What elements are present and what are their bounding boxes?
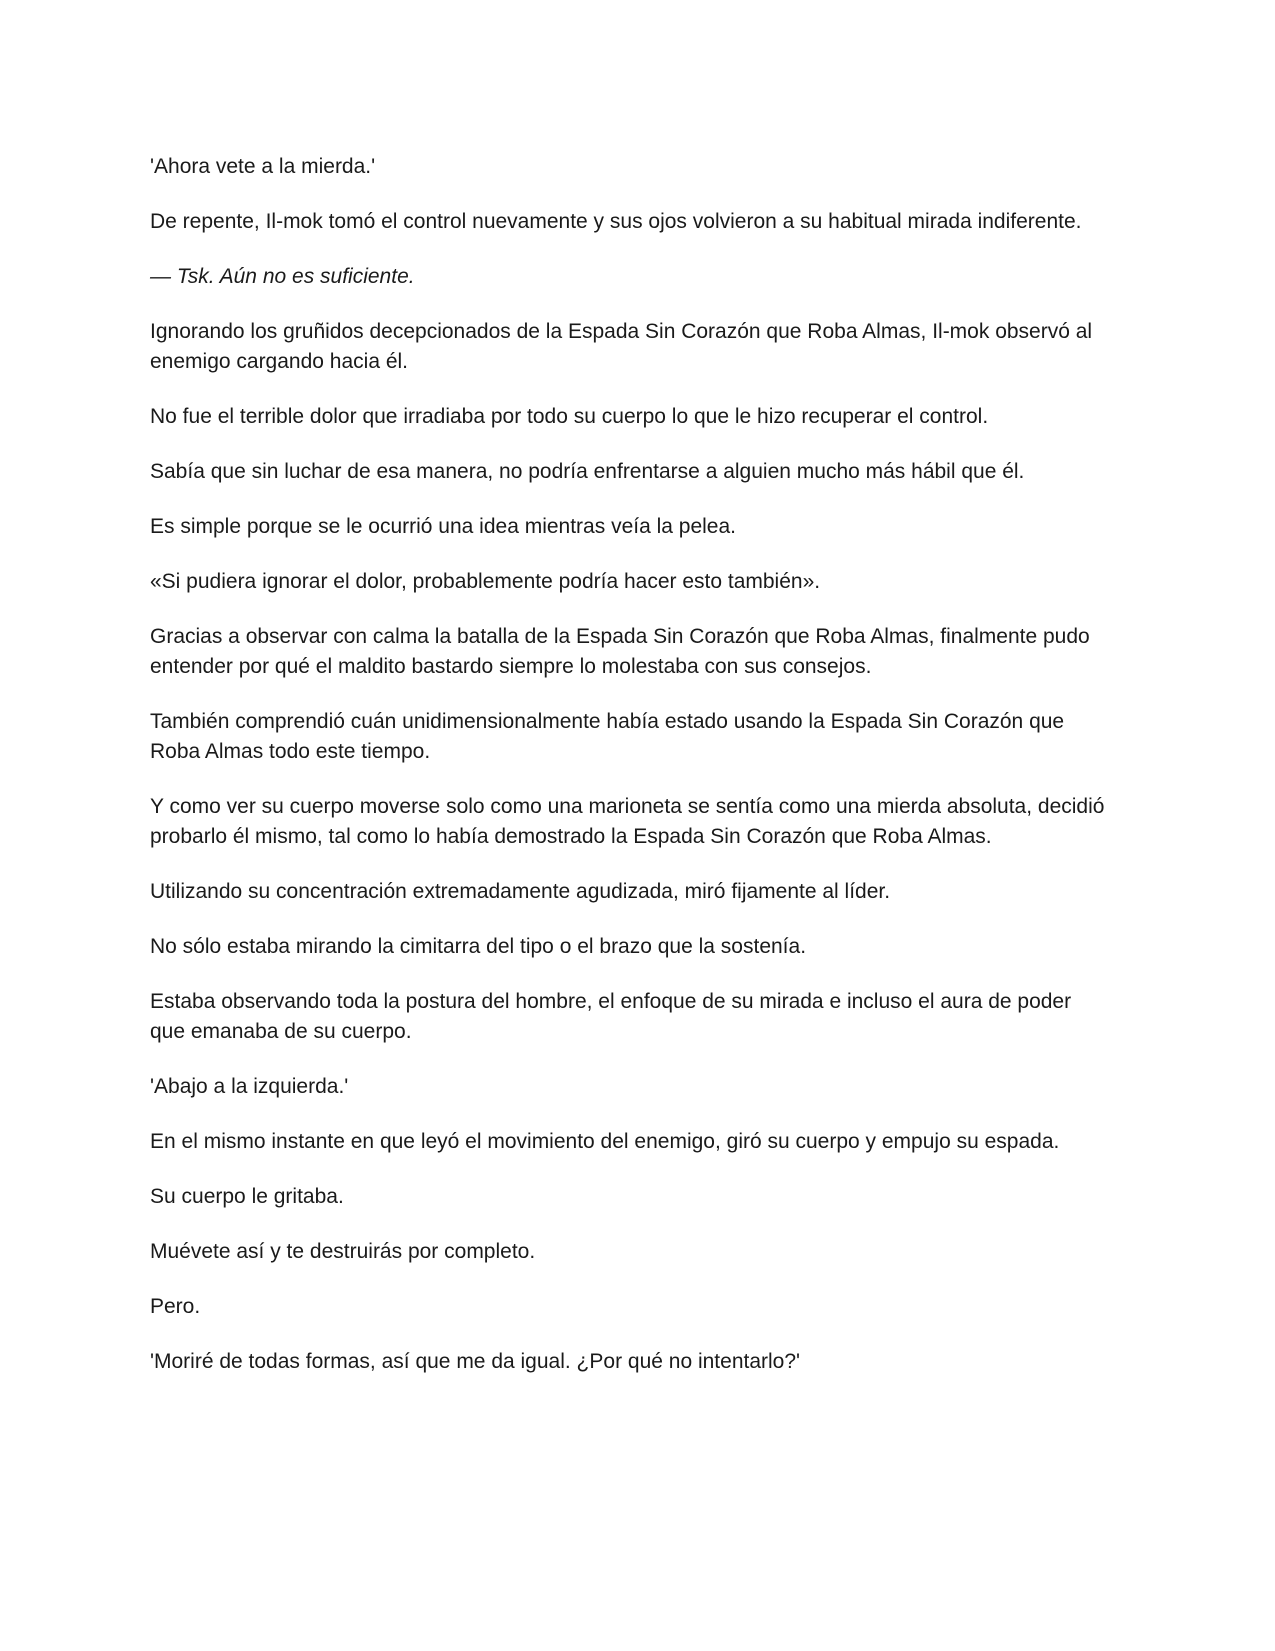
paragraph: 'Moriré de todas formas, así que me da igual. ¿Por qué no intentarlo?' <box>150 1350 801 1373</box>
paragraph: 'Abajo a la izquierda.' <box>150 1075 349 1098</box>
paragraph: «Si pudiera ignorar el dolor, probablemente podría hacer esto también». <box>150 570 821 593</box>
document-body <box>150 152 1110 1402</box>
paragraph: Estaba observando toda la postura del hombre, el enfoque de su mirada e incluso el aura de poder que emanaba de su cuerpo. <box>150 990 1072 1043</box>
paragraph: Muévete así y te destruirás por completo. <box>150 1240 536 1263</box>
paragraph: Su cuerpo le gritaba. <box>150 1185 344 1208</box>
paragraph: Utilizando su concentración extremadamente agudizada, miró fijamente al líder. <box>150 880 891 903</box>
paragraph: Pero. <box>150 1295 201 1318</box>
paragraph: También comprendió cuán unidimensionalmente había estado usando la Espada Sin Corazón que Roba Almas todo este tiempo. <box>150 710 1065 763</box>
paragraph: Gracias a observar con calma la batalla de la Espada Sin Corazón que Roba Almas, finalmente pudo entender por qué el maldito bastardo siempre lo molestaba con sus consejos. <box>150 625 1090 678</box>
paragraph: No sólo estaba mirando la cimitarra del tipo o el brazo que la sostenía. <box>150 935 807 958</box>
paragraph: Sabía que sin luchar de esa manera, no podría enfrentarse a alguien mucho más hábil que él. <box>150 460 1025 483</box>
paragraph: Ignorando los gruñidos decepcionados de la Espada Sin Corazón que Roba Almas, Il-mok observó al enemigo cargando hacia él. <box>150 320 1093 373</box>
paragraph: Y como ver su cuerpo moverse solo como una marioneta se sentía como una mierda absoluta, decidió probarlo él mismo, tal como lo había demostrado la Espada Sin Corazón que Roba Almas. <box>150 795 1105 848</box>
paragraph-italic: — Tsk. Aún no es suficiente. <box>150 265 415 288</box>
paragraph: En el mismo instante en que leyó el movimiento del enemigo, giró su cuerpo y empujo su espada. <box>150 1130 1060 1153</box>
paragraph: No fue el terrible dolor que irradiaba por todo su cuerpo lo que le hizo recuperar el control. <box>150 405 989 428</box>
paragraph: 'Ahora vete a la mierda.' <box>150 155 376 178</box>
paragraph: De repente, Il-mok tomó el control nuevamente y sus ojos volvieron a su habitual mirada indiferente. <box>150 210 1082 233</box>
paragraph: Es simple porque se le ocurrió una idea mientras veía la pelea. <box>150 515 736 538</box>
